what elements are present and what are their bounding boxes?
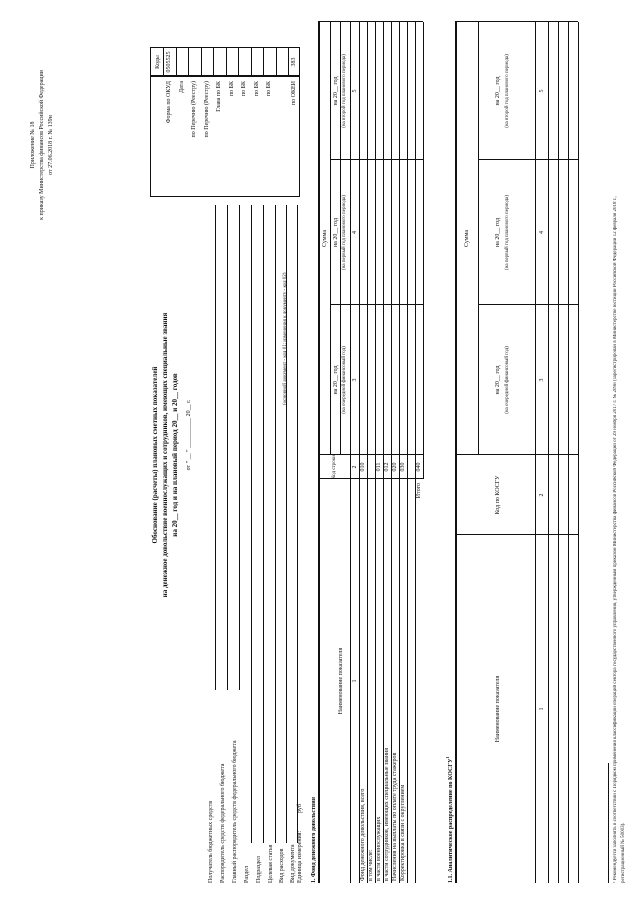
s11-col-y1: на 20__ год xyxy=(495,365,501,395)
s1-row-name: Фонд денежного довольствия, всего xyxy=(360,788,366,881)
s11-col-kosgu: Код по КОСГУ xyxy=(495,475,501,515)
s1-col-y3: на 20__ год xyxy=(333,76,339,106)
doc-type-note: (основной документ - код 01; изменения к документу - код 02) xyxy=(283,272,288,405)
unit-label: Единица измерения: xyxy=(297,830,303,883)
codes-row-label: по БК xyxy=(241,81,247,97)
codes-row-label: Глава по БК xyxy=(216,81,222,112)
s11-col-y2-note: (на первый год планового периода) xyxy=(505,195,510,270)
codes-row-label: по БК xyxy=(266,81,272,97)
unit-value: руб xyxy=(297,804,303,813)
appendix-line-3: от 27.06.2018 г. № 139н xyxy=(48,115,54,175)
s1-col-y2-note: (на первый год планового периода) xyxy=(342,195,347,270)
s11-num-2: 2 xyxy=(539,493,545,497)
codes-row-label: по БК xyxy=(253,81,260,97)
title-line-2: на денежное довольствие военнослужащих и сотрудников, имеющих специальные звания xyxy=(161,312,169,598)
codes-row-label: по Перечню (Реестру) xyxy=(203,81,210,138)
field-label: Вид расходов xyxy=(279,848,285,883)
s1-num-2: 2 xyxy=(352,465,358,469)
codes-row-value[interactable]: 0505525 xyxy=(166,51,172,73)
s1-col-y1-note: (на очередной финансовый год) xyxy=(342,346,347,414)
field-label: Раздел xyxy=(244,866,250,883)
s11-col-y3: на 20__ год xyxy=(495,76,501,106)
codes-row-label: Дата xyxy=(178,81,185,93)
s1-row-name: Корректировка в связи с округлением xyxy=(400,784,406,881)
s11-num-3: 3 xyxy=(539,378,545,382)
s1-row-code: 040 xyxy=(416,462,422,472)
field-label: Получатель бюджетных средств xyxy=(208,800,214,883)
s11-col-y2: на 20__ год xyxy=(495,217,501,248)
title-line-1: Обоснование (расчеты) плановых сметных показателей xyxy=(151,366,159,544)
codes-row-label: по БК xyxy=(228,81,235,97)
s11-num-1: 1 xyxy=(539,707,545,711)
s1-row-code: 012 xyxy=(384,462,390,472)
footnote-line-2: регистрационный № 50003). xyxy=(621,822,626,883)
footnote-line-1: ¹ Рекомендуется заполнять в соответствии с Порядком применения классификации операций сектора государственного управления, утвержденным приказом Министерства финансов Российской Федерации от 29 ноября 2017 г. № 209н (зарегистрирован в Министерстве юстиции Российской Федерации 12 февраля 2018 г., xyxy=(613,196,618,883)
codes-row-value[interactable]: 383 xyxy=(291,57,297,67)
s1-num-4: 4 xyxy=(352,231,358,234)
s1-num-5: 5 xyxy=(352,89,358,93)
field-input-line[interactable] xyxy=(227,205,228,690)
field-input-line[interactable] xyxy=(215,205,216,690)
field-input-line[interactable] xyxy=(275,205,276,843)
s11-col-name: Наименование показателя xyxy=(495,675,501,743)
field-input-line[interactable] xyxy=(251,205,252,843)
s1-total-label: Итого xyxy=(416,483,422,499)
s1-row-code: 011 xyxy=(376,462,382,472)
codes-row-label: по Перечню (Реестру) xyxy=(191,81,197,138)
s11-col-sum: Сумма xyxy=(464,230,470,247)
appendix-line-1: Приложение № 18 xyxy=(30,121,36,169)
field-input-line[interactable] xyxy=(239,205,240,690)
s11-col-y1-note: (на очередной финансовый год) xyxy=(505,346,510,414)
codes-row-label: по ОКЕИ xyxy=(291,81,297,106)
s11-num-4: 4 xyxy=(539,231,545,234)
s1-row-name: в части военнослужащих xyxy=(376,816,382,881)
s1-col-name: Наименование показателя xyxy=(338,647,344,715)
s1-row-name: Начисления на выплаты по оплате труда стажеров xyxy=(392,752,398,881)
field-label: Подраздел xyxy=(256,856,262,883)
s1-row-code: 020 xyxy=(392,462,398,472)
s1-row-name: в части сотрудников, имеющих специальные звания xyxy=(384,747,390,881)
s1-row-code: 030 xyxy=(400,462,406,472)
field-label: Главный распорядитель средств федерального бюджета xyxy=(232,740,238,883)
field-label: Вид документа xyxy=(290,844,296,883)
s1-col-y3-note: (на второй год планового периода) xyxy=(342,54,347,128)
field-input-line[interactable] xyxy=(297,205,298,843)
appendix-line-2: к приказу Министерства финансов Российской Федерации xyxy=(39,70,45,220)
section11-title: 1.1. Аналитическое распределение по КОСГУ$^1$ xyxy=(445,756,454,883)
s1-col-y2: на 20__ год xyxy=(333,217,339,248)
s1-row-code: 010 xyxy=(360,462,366,472)
title-date: от " __ " __________ 20__ г. xyxy=(186,399,192,471)
s1-num-3: 3 xyxy=(352,378,358,382)
s11-col-y3-note: (на второй год планового периода) xyxy=(505,54,510,128)
s1-col-code: Код строки xyxy=(332,455,337,479)
section1-title: 1. Фонд денежного довольствия xyxy=(311,797,317,883)
field-label: Целевая статья xyxy=(268,844,274,883)
s11-num-5: 5 xyxy=(539,89,545,93)
field-input-line[interactable] xyxy=(263,205,264,843)
footnote-marker: 1 xyxy=(445,756,450,759)
s1-row-name: в том числе: xyxy=(368,849,374,881)
codes-header: Коды xyxy=(155,55,161,69)
title-line-3: на 20__ год и на плановый период 20__ и 20__ годов xyxy=(171,373,179,537)
codes-row-label: Форма по ОКУД xyxy=(166,81,172,124)
field-label: Распорядитель средств федерального бюджета xyxy=(220,763,226,883)
s1-num-1: 1 xyxy=(352,679,358,683)
s1-col-sum: Сумма xyxy=(322,230,328,247)
s1-col-y1: на 20__ год xyxy=(333,365,339,395)
